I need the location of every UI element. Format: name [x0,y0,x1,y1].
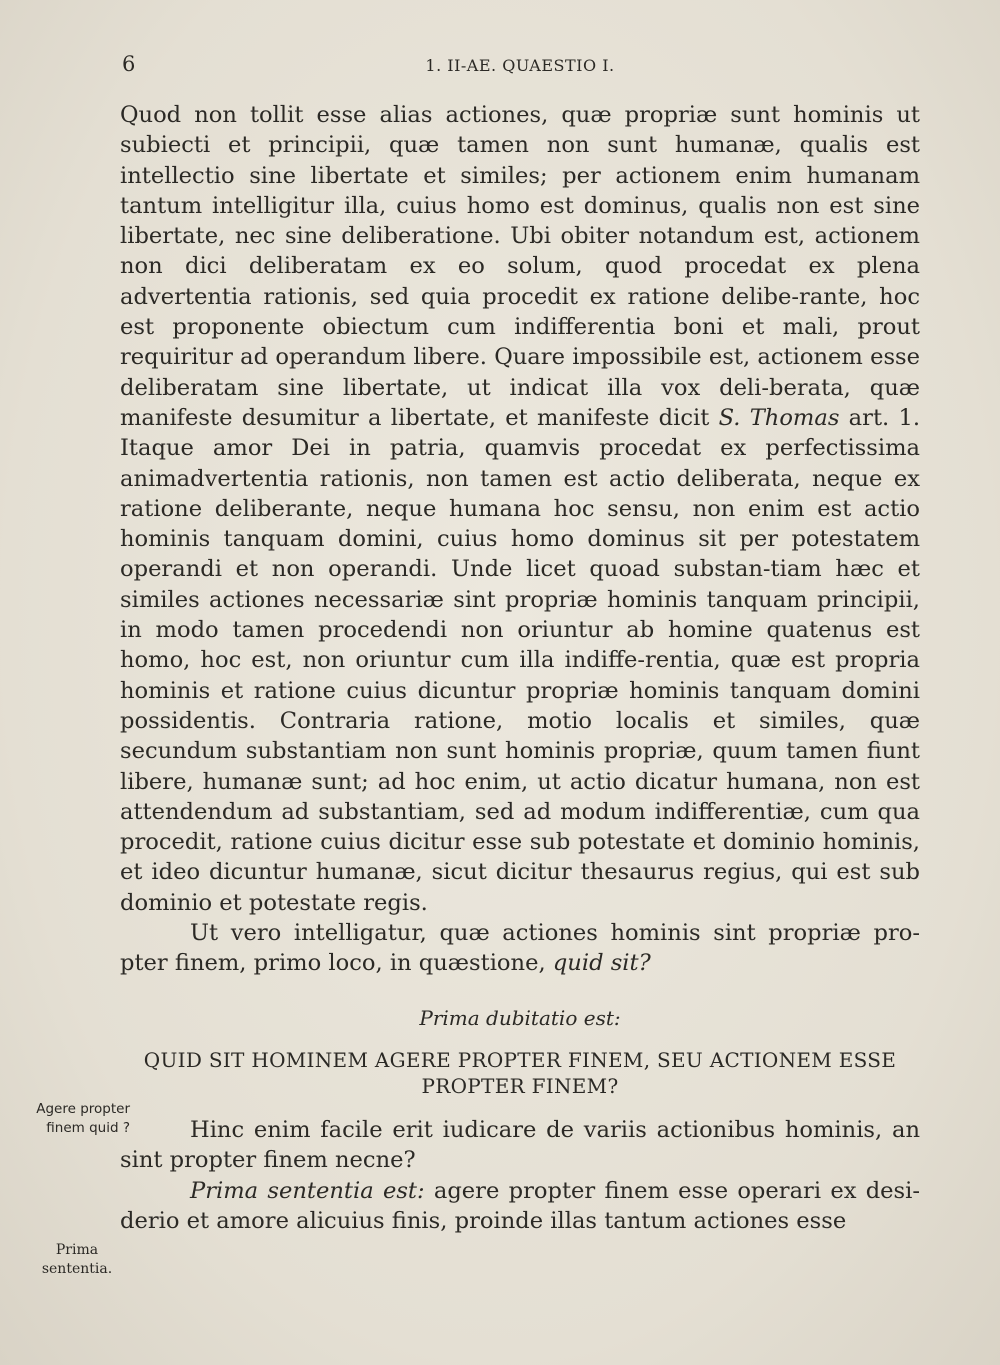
author-reference: S. Thomas [718,404,840,431]
page-number: 6 [122,52,136,76]
prima-sententia-label: Prima sententia est: [190,1177,425,1204]
paragraph-1 [120,100,920,918]
paragraph-4 [120,1176,920,1237]
main-text [120,100,920,1236]
question-quid-sit: quid sit? [552,950,651,977]
paragraph-4-text: agere propter finem esse operari ex desi-derio et amore alicuius finis, proinde illas tantum actiones esse [120,1177,920,1234]
paragraph-1-continuation: art. 1. Itaque amor Dei in patria, quamvis procedat ex perfectissima animadvertentia rationis, non tamen est actio deliberata, neque ex ratione deliberante, neque humana hoc sensu, non enim est actio hominis tanquam domini, cuius homo dominus sit per potestatem operandi et non operandi. Unde licet quoad substan-tiam hæc et similes actiones necessariæ sint propriæ hominis tanquam principii, in modo tamen procedendi non oriuntur ab homine quatenus est homo, hoc est, non oriuntur cum illa indiffe-rentia, quæ est propria hominis et ratione cuius dicuntur propriæ hominis tanquam domini possidentis. Contraria ratione, motio localis et similes, quæ secundum substantiam non sunt hominis propriæ, quum tamen fiunt libere, humanæ sunt; ad hoc enim, ut actio dicatur humana, non est attendendum ad substantiam, sed ad modum indifferentiæ, cum qua procedit, ratione cuius dicitur esse sub potestate et dominio hominis, et ideo dicuntur humanæ, sicut dicitur thesaurus regius, qui est sub dominio et potestate regis. [120,404,921,916]
margin-note-agere: Agere propter finem quid ? [36,1101,130,1136]
paragraph-3: Hinc enim facile erit iudicare de variis actionibus hominis, an sint propter finem necne? [120,1116,920,1174]
dubitatio-heading: Prima dubitatio est: [419,1005,621,1030]
paragraph-1-text: Quod non tollit esse alias actiones, quæ propriæ sunt hominis ut subiecti et principii, quæ tamen non sunt humanæ, qualis est intellectio sine libertate et similes; per actionem enim humanam tantum intelligitur illa, cuius homo est dominus, qualis non est sine libertate, nec sine deliberatione. Ubi obiter notandum est, actionem non dici deliberatam ex eo solum, quod procedat ex plena advertentia rationis, sed quia procedit ex ratione delibe-rante, hoc est proponente obiectum cum indifferentia boni et mali, prout requiritur ad operandum libere. Quare impossibile est, actionem esse deliberatam sine libertate, ut indicat illa vox deli-berata, quæ manifeste desumitur a libertate, et manifeste dicit [120,102,920,431]
margin-note-prima-sententia: Prima sententia. [41,1242,113,1277]
running-head: 1. II-AE. QUAESTIO I. [425,56,615,75]
page-header [120,52,920,80]
paragraph-2 [120,918,920,979]
paragraph-2-text: Ut vero intelligatur, quæ actiones hominis sint propriæ pro-pter finem, primo loco, in quæstione, [120,920,920,977]
section-heading: QUID SIT HOMINEM AGERE PROPTER FINEM, SEU ACTIONEM ESSE PROPTER FINEM? [143,1047,897,1098]
